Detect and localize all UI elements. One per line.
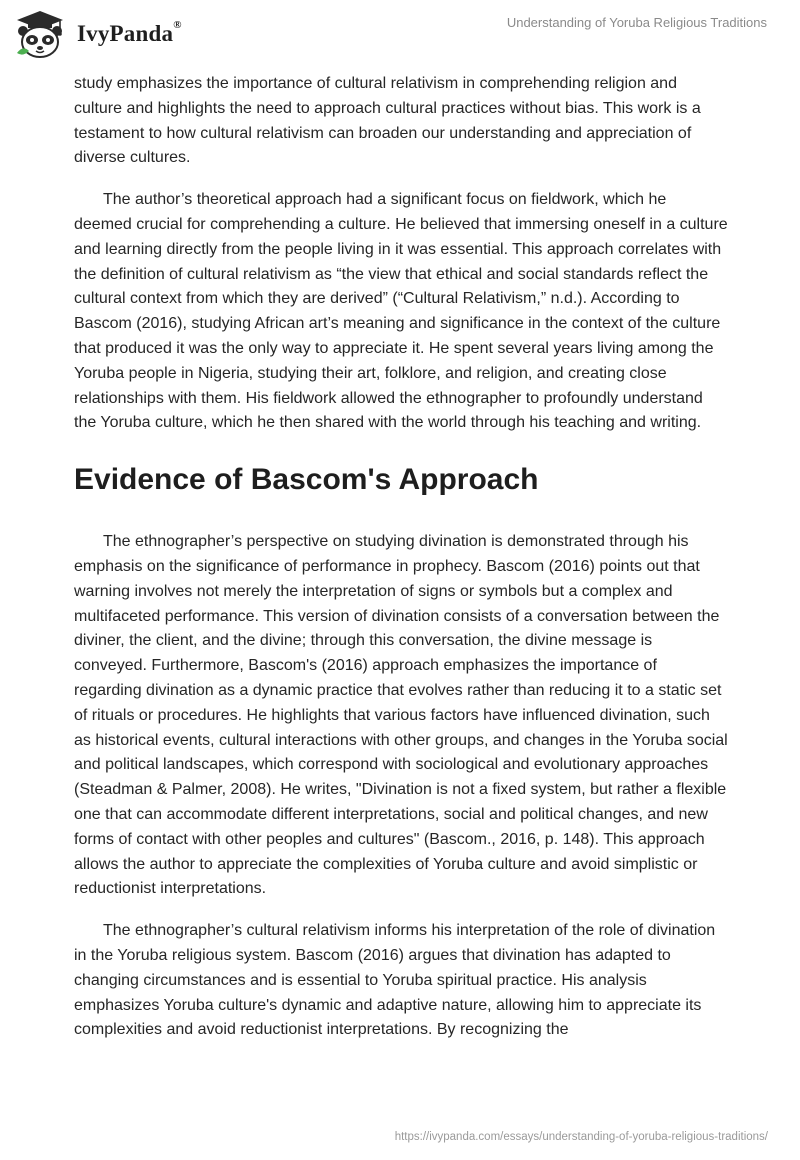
paragraph-4: The ethnographer’s cultural relativism informs his interpretation of the role of divination in the Yoruba religious system. Bascom (2016) argues that divination has adapted to changing circumstances and is essential to Yoruba spiritual practice. His analysis emphasizes Yoruba culture's dynamic and adaptive nature, allowing him to appreciate its complexities and avoid reductionist interpretations. By recognizing the (74, 922, 716, 1039)
section-heading: Evidence of Bascom's Approach (74, 463, 539, 497)
paragraph-3: The ethnographer’s perspective on studying divination is demonstrated through his emphasis on the significance of performance in prophecy. Bascom (2016) points out that warning involves not merely the interpretation of signs or symbols but a complex and multifaceted performance. This version of divination consists of a conversation between the diviner, the client, and the divine; through this conversation, the divine message is conveyed. Furthermore, Bascom's (2016) approach emphasizes the importance of regarding divination as a dynamic practice that evolves rather than reducing it to a static set of rituals or procedures. He highlights that various factors have influenced divination, such as historical events, cultural interactions with other groups, and changes in the Yoruba social and political landscapes, which correspond with sociological and evolutionary approaches (Steadman & Palmer, 2008). He writes, "Divination is not a fixed system, but rather a flexible one that can accommodate different interpretations, social and political changes, and new forms of contact with other peoples and cultures" (Bascom., 2016, p. 148). This approach allows the author to appreciate the complexities of Yoruba culture and avoid simplistic or reductionist interpretations. (74, 533, 728, 898)
source-url[interactable]: https://ivypanda.com/essays/understanding-of-yoruba-religious-traditions/ (394, 1131, 768, 1143)
panda-graduate-icon (13, 9, 67, 59)
brand-name: IvyPanda® (77, 19, 182, 46)
paragraph-1: study emphasizes the importance of cultural relativism in comprehending religion and culture and highlights the need to approach cultural practices without bias. This work is a testament to how cultural relativism can broaden our understanding and appreciation of diverse cultures. (74, 75, 701, 167)
brand-logo[interactable] (13, 9, 182, 59)
running-title: Understanding of Yoruba Religious Traditions (506, 15, 767, 30)
paragraph-2: The author’s theoretical approach had a significant focus on fieldwork, which he deemed crucial for comprehending a culture. He believed that immersing oneself in a culture and learning directly from the people living in it was essential. This approach correlates with the definition of cultural relativism as “the view that ethical and social standards reflect the cultural context from which they are derived” (“Cultural Relativism,” n.d.). According to Bascom (2016), studying African art’s meaning and significance in the context of the culture that produced it was the only way to appreciate it. He spent several years living among the Yoruba people in Nigeria, studying their art, folklore, and religion, and creating close relationships with them. His fieldwork allowed the ethnographer to profoundly understand the Yoruba culture, which he then shared with the world through his teaching and writing. (74, 191, 728, 432)
page-header (0, 0, 800, 70)
essay-body (74, 72, 728, 1060)
